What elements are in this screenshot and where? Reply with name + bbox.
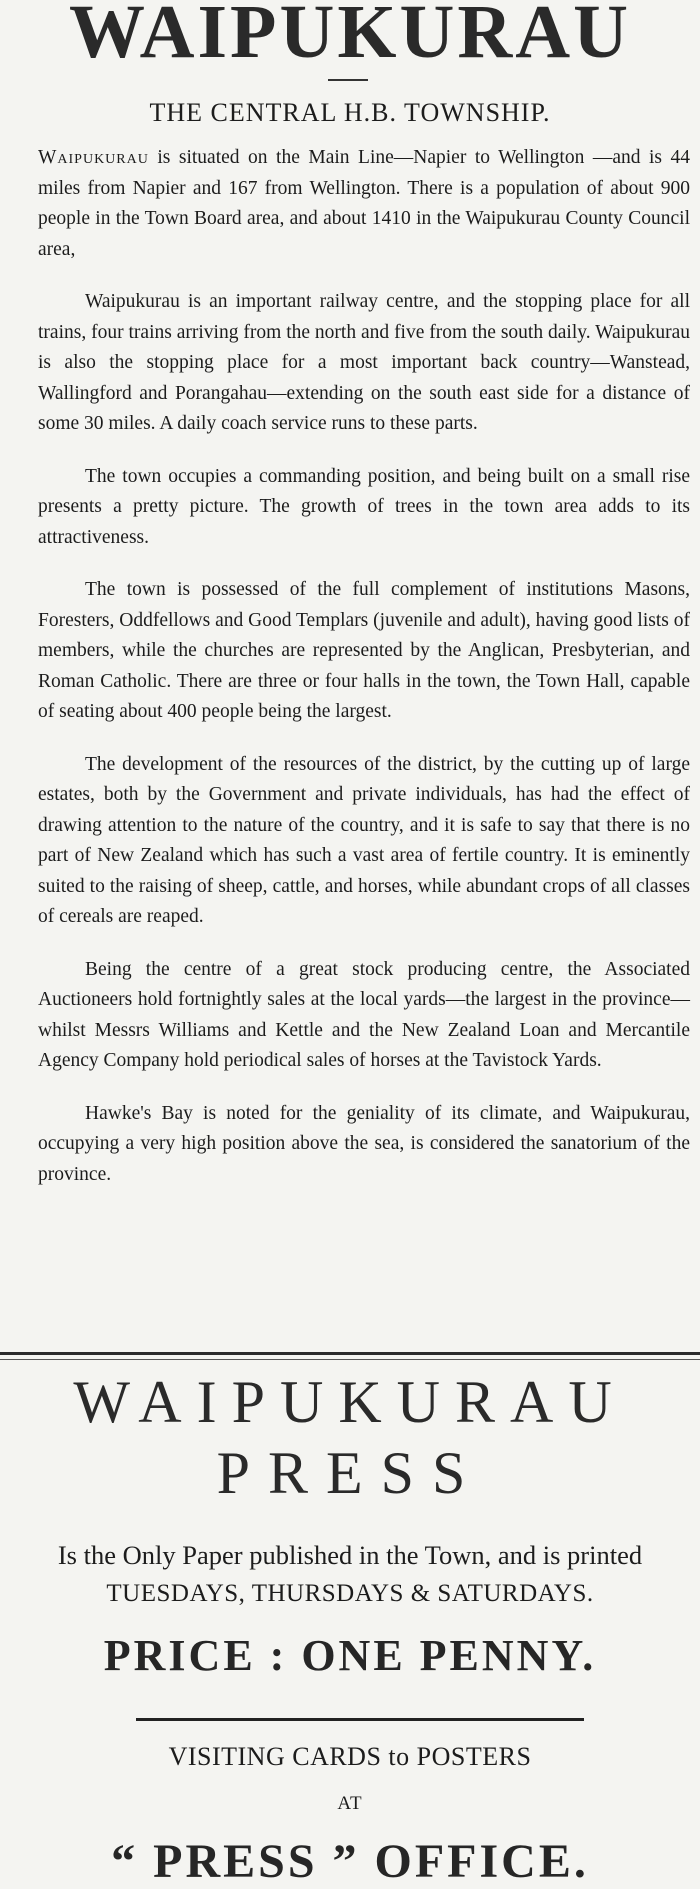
article-paragraph-6: Being the centre of a great stock producing centre, the Associated Auctioneers hold fortnightly sales at the local yards—the largest in the province—whilst Messrs Williams and Kettle and the New Zealand Loan and Mercantile Agency Company hold periodical sales of horses at the Tavistock Yards.: [38, 958, 690, 1071]
advert-divider: [136, 1718, 584, 1721]
article-paragraph-4: The town is possessed of the full complement of institutions Masons, Foresters, Oddfellows and Good Templars (juvenile and adult), having good lists of members, while the churches are represented by the Anglican, Presbyterian, and Roman Catholic. There are three or four halls in the town, the Town Hall, capable of seating about 400 people being the largest.: [38, 579, 690, 722]
advert-office: “ PRESS ” OFFICE.: [111, 1835, 589, 1888]
advert-title-line-1: WAIPUKURAU: [73, 1369, 627, 1435]
article-paragraph-3: The town occupies a commanding position, and being built on a small rise presents a pretty picture. The growth of trees in the town area adds to its attractiveness.: [38, 465, 690, 548]
masthead-title: WAIPUKURAU: [69, 0, 631, 74]
article-paragraph-2: Waipukurau is an important railway centre, and the stopping place for all trains, four trains arriving from the north and five from the south daily. Waipukurau is also the stopping place for a most important back country—Wanstead, Wallingford and Porangahau—extending on the south east side for a distance of some 30 miles. A daily coach service runs to these parts.: [38, 291, 690, 434]
article-body: [38, 143, 690, 1212]
article-subheading: THE CENTRAL H.B. TOWNSHIP.: [149, 98, 551, 127]
article-paragraph-7: Hawke's Bay is noted for the geniality of its climate, and Waipukurau, occupying a very high position above the sea, is considered the sanatorium of the province.: [38, 1102, 690, 1185]
advert-services: VISITING CARDS to POSTERS: [168, 1742, 532, 1771]
article-paragraph-1: [38, 143, 690, 265]
advert-at: AT: [337, 1793, 363, 1814]
advert-only-paper-line: Is the Only Paper published in the Town, and is printed: [57, 1540, 643, 1570]
paragraph-lead-word: Waipukurau: [38, 147, 149, 168]
advert-price: PRICE : ONE PENNY.: [103, 1631, 597, 1680]
masthead-divider: [328, 79, 368, 81]
paragraph-1-text: is situated on the Main Line—Napier to Wellington —and is 44 miles from Napier and 167 from Wellington. There is a population of about 900 people in the Town Board area, and about 1410 in the Waipukurau County Council area,: [38, 147, 690, 260]
article-paragraph-5: The development of the resources of the district, by the cutting up of large estates, both by the Government and private individuals, has had the effect of drawing attention to the nature of the country, and it is safe to say that there is no part of New Zealand which has such a vast area of fertile country. It is eminently suited to the raising of sheep, cattle, and horses, while abundant crops of all classes of cereals are reaped.: [38, 753, 690, 927]
section-divider: [0, 1352, 700, 1360]
advert-publication-days: TUESDAYS, THURSDAYS & SATURDAYS.: [106, 1580, 594, 1607]
advert-title-line-2: PRESS: [216, 1440, 484, 1506]
